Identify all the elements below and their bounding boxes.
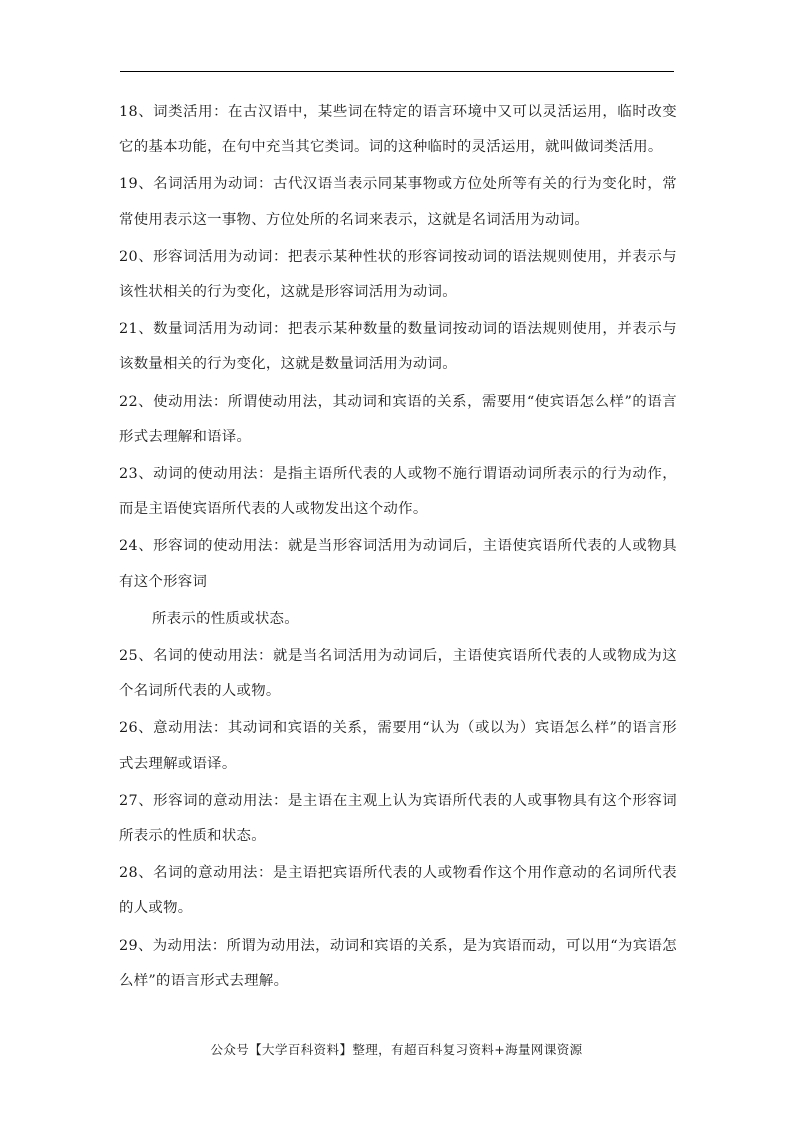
document-body (119, 95, 677, 1001)
paragraph-22: 22、使动用法：所谓使动用法，其动词和宾语的关系，需要用“使宾语怎么样”的语言形式去理解和语译。 (119, 393, 677, 445)
header-rule (120, 71, 674, 72)
page-footer: 公众号【大学百科资料】整理，有超百科复习资料+海量网课资源 (210, 1042, 583, 1057)
paragraph-27: 27、形容词的意动用法：是主语在主观上认为宾语所代表的人或事物具有这个形容词所表示的性质和状态。 (119, 792, 677, 845)
paragraph-23: 23、动词的使动用法：是指主语所代表的人或物不施行谓语动词所表示的行为动作，而是主语使宾语所代表的人或物发出这个动作。 (119, 466, 677, 518)
paragraph-21: 21、数量词活用为动词：把表示某种数量的数量词按动词的语法规则使用，并表示与该数量相关的行为变化，这就是数量词活用为动词。 (119, 321, 677, 373)
paragraph-24-continued: 所表示的性质或状态。 (152, 610, 299, 627)
paragraph-20: 20、形容词活用为动词：把表示某种性状的形容词按动词的语法规则使用，并表示与该性状相关的行为变化，这就是形容词活用为动词。 (119, 248, 677, 301)
paragraph-25: 25、名词的使动用法：就是当名词活用为动词后，主语使宾语所代表的人或物成为这个名词所代表的人或物。 (119, 648, 677, 700)
paragraph-29: 29、为动用法：所谓为动用法，动词和宾语的关系，是为宾语而动，可以用“为宾语怎么样”的语言形式去理解。 (119, 937, 677, 989)
paragraph-19: 19、名词活用为动词：古代汉语当表示同某事物或方位处所等有关的行为变化时，常常使用表示这一事物、方位处所的名词来表示，这就是名词活用为动词。 (119, 176, 677, 228)
paragraph-18: 18、词类活用：在古汉语中，某些词在特定的语言环境中又可以灵活运用，临时改变它的基本功能，在句中充当其它类词。词的这种临时的灵活运用，就叫做词类活用。 (119, 104, 677, 156)
paragraph-26: 26、意动用法：其动词和宾语的关系，需要用“认为（或以为）宾语怎么样”的语言形式去理解或语译。 (119, 720, 677, 772)
paragraph-28: 28、名词的意动用法：是主语把宾语所代表的人或物看作这个用作意动的名词所代表的人或物。 (119, 865, 677, 917)
paragraph-24: 24、形容词的使动用法：就是当形容词活用为动词后，主语使宾语所代表的人或物具有这个形容词 (119, 538, 677, 590)
